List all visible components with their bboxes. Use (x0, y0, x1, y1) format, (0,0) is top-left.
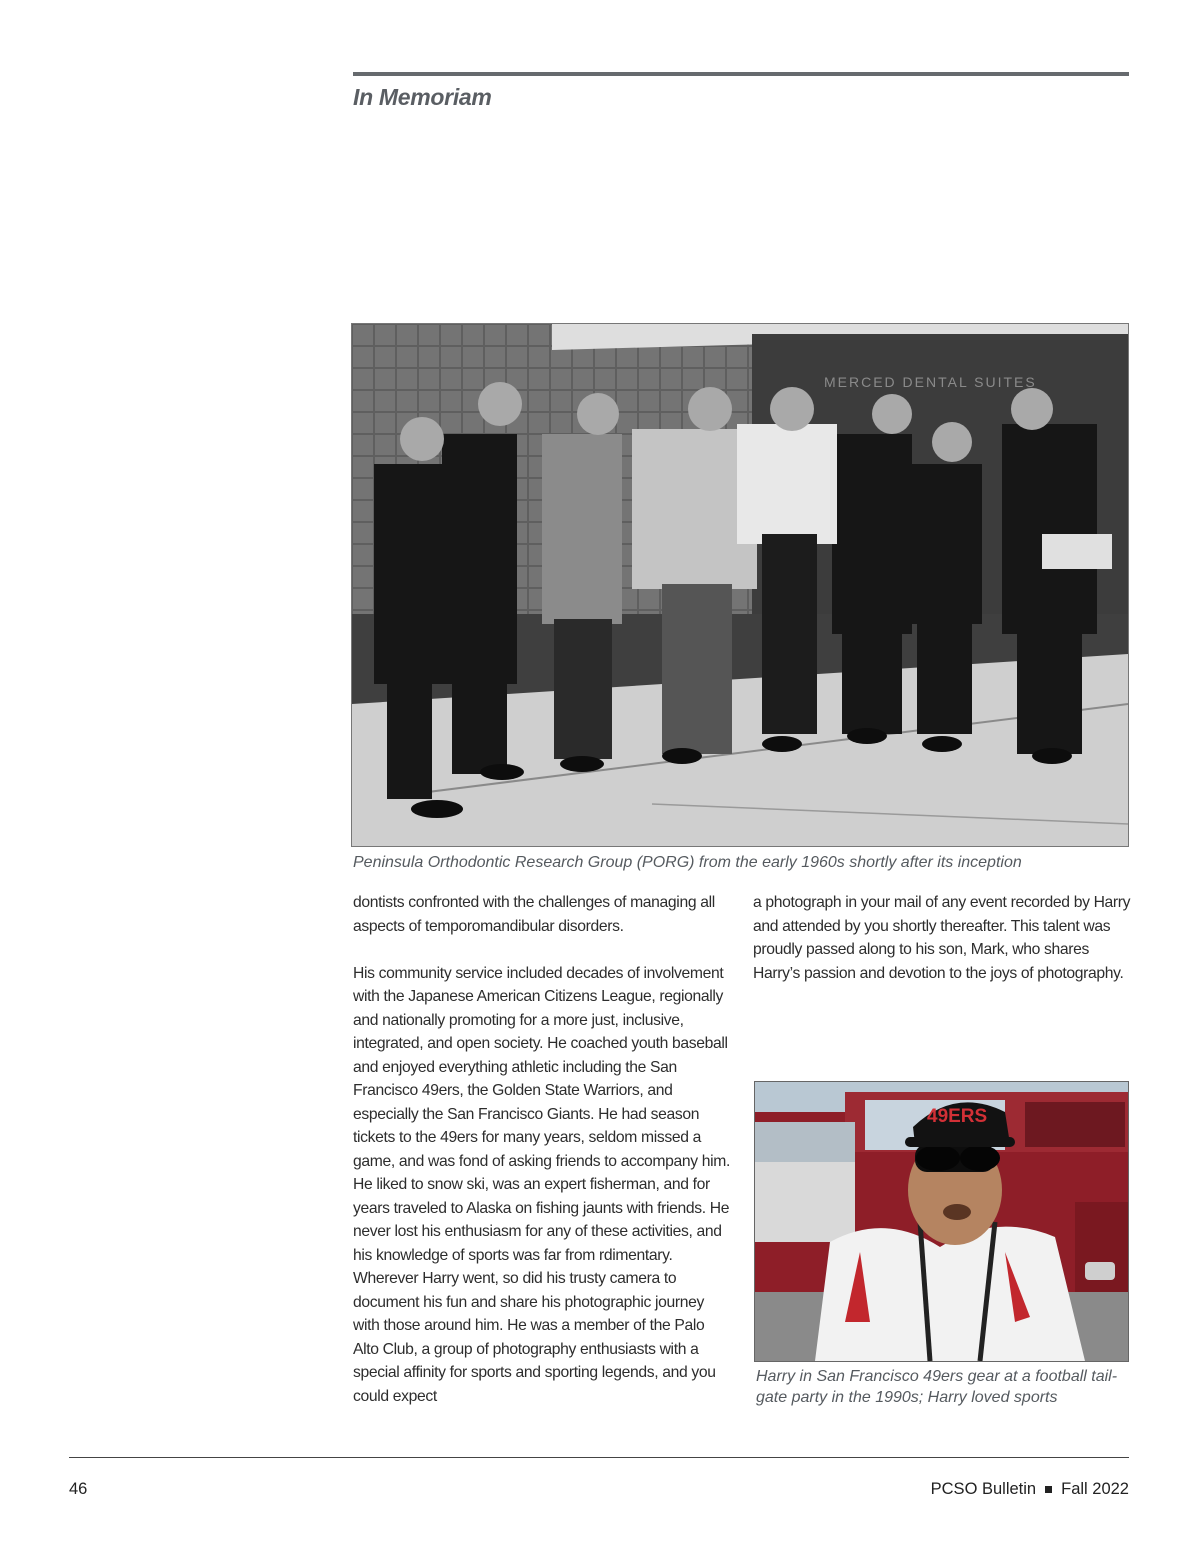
left-paragraph-1: dontists confronted with the challenges of managing all aspects of temporomandibular disorders. (353, 894, 715, 935)
footer-rule (69, 1457, 1129, 1458)
porg-group-photo-image (352, 324, 1128, 846)
harry-photo-caption (756, 1366, 1128, 1408)
page-number: 46 (69, 1480, 88, 1498)
harry-caption-line-1: Harry in San Francisco 49ers gear at a football tail- (756, 1368, 1118, 1385)
cap-logo-text: 49ERS (927, 1106, 988, 1127)
publication-name: PCSO Bulletin (930, 1480, 1037, 1498)
header-rule (353, 72, 1129, 76)
left-paragraph-2: His community service included decades of involvement with the Japanese American Citizens League, regionally and nationally promoting for a more just, inclusive, integrated, and open society. He coached youth baseball and enjoyed everything athletic including the San Francisco 49ers, the Golden State Warriors, and especially the San Francisco Giants. He had season tickets to the 49ers for many years, seldom missed a game, and was fond of asking friends to accompany him. He liked to snow ski, was an expert fisherman, and for years traveled to Alaska on fishing jaunts with friends. He never lost his enthusiasm for any of these activities, and his knowledge of sports was far from rdimentary. Wherever Harry went, so did his trusty camera to document his fun and share his photographic journey with those around him. He was a member of the Palo Alto Club, a group of photography enthusiasts with a special affinity for sports and sporting legends, and you could expect (353, 964, 730, 1405)
right-text-column (753, 891, 1133, 985)
building-sign: MERCED DENTAL SUITES (824, 374, 1037, 390)
harry-49ers-photo-image (755, 1082, 1128, 1361)
section-title: In Memoriam (353, 84, 492, 110)
left-text-column (353, 891, 733, 1408)
footer-publication (931, 1480, 1129, 1499)
main-photo-caption: Peninsula Orthodontic Research Group (PORG) from the early 1960s shortly after its inception (353, 854, 1022, 871)
right-paragraph-1: a photograph in your mail of any event recorded by Harry and attended by you shortly thereafter. This talent was proudly passed along to his son, Mark, who shares Harry’s passion and devotion to the joys of photography. (753, 894, 1131, 982)
harry-caption-line-2: gate party in the 1990s; Harry loved sports (756, 1389, 1058, 1406)
separator-square-icon (1045, 1486, 1052, 1493)
harry-49ers-photo (754, 1081, 1129, 1362)
issue-label: Fall 2022 (1061, 1480, 1129, 1498)
porg-group-photo (351, 323, 1129, 847)
